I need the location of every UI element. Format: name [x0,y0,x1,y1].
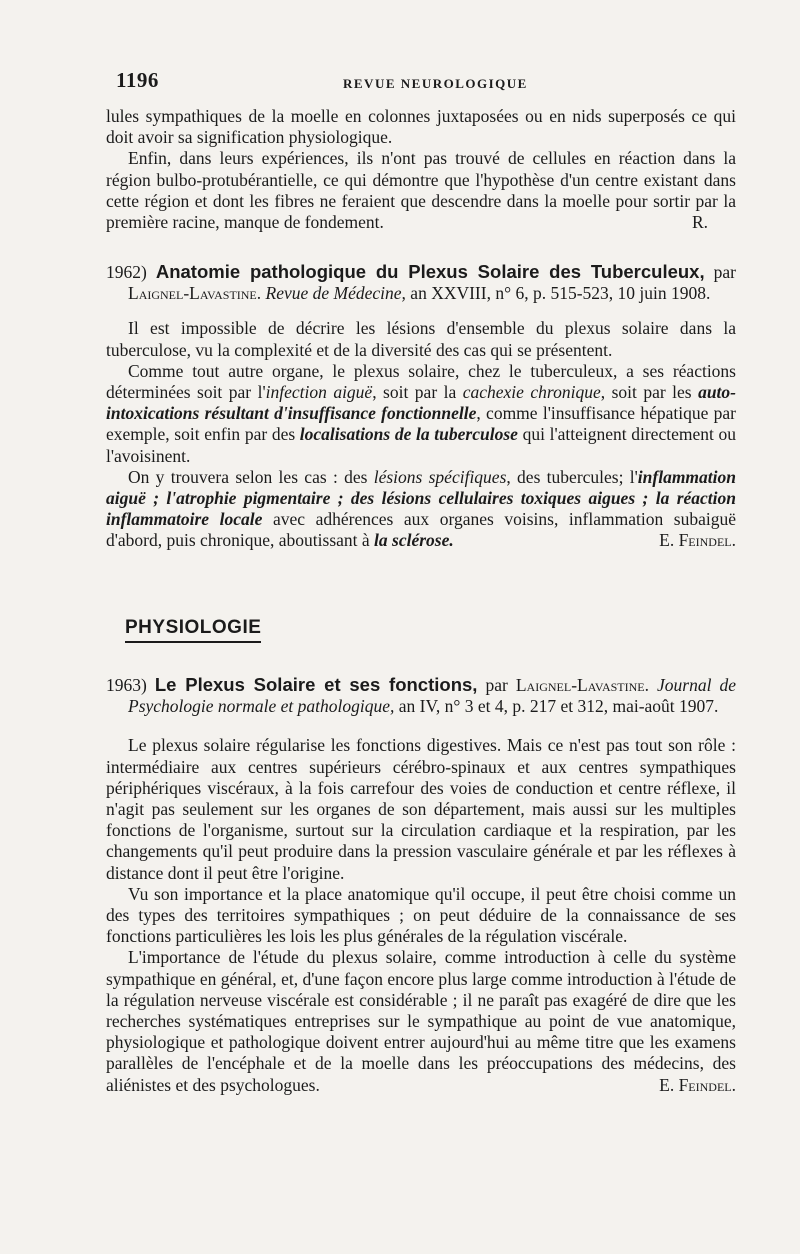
continuation-paragraph-1: lules sympathiques de la moelle en colonnes juxtaposées ou en nids superposés ce qui doit avoir sa signification physiologique. [106,106,736,148]
italic-run: infection aiguë [265,382,373,403]
article-1963-paragraph-3 [106,947,736,1095]
text-run: On y trouvera selon les cas : des [128,466,374,487]
article-number: 1962) [106,262,147,282]
continuation-paragraph-2 [106,148,736,233]
author: Laignel-Lavastine. [128,283,262,304]
text-run: avec adhérences aux organes voisins, inflammation subaiguë d'abord, puis chronique, aboutissant à [106,509,736,551]
article-number: 1963) [106,675,147,695]
article-1963-paragraph-2: Vu son importance et la place anatomique qu'il occupe, il peut être choisi comme un des types des territoires sympathiques ; on peut déduire de la connaissance de ses fonctions particulières les lois les plus générales de la régulation viscérale. [106,883,736,947]
signature: E. Feindel. [659,1074,736,1095]
signature: E. Feindel. [659,530,736,551]
running-header: REVUE NEUROLOGIQUE [343,76,528,91]
text-run: , soit par la [372,382,463,403]
reference: an IV, n° 3 et 4, p. 217 et 312, mai-août 1907. [398,696,719,717]
article-1962-paragraph-3 [106,467,736,552]
text-run: , soit par les [600,382,699,403]
by-label: par [713,262,737,282]
reference: an XXVIII, n° 6, p. 515-523, 10 juin 1908. [410,283,711,304]
article-1962-heading [106,261,736,304]
italic-run: lésions spécifiques [373,466,507,487]
text-run: qui l'atteignent directement ou l'avoisinent. [106,424,736,466]
continuation-paragraph-2-text: Enfin, dans leurs expériences, ils n'ont pas trouvé de cellules en réaction dans la région bulbo-protubérantielle, ce qui démontre que l'hypothèse d'un centre existant dans cette région et dont les fibres ne feraient que descendre dans la moelle pour sortir par la première racine, manque de fondement. [106,148,736,233]
italic-run: localisations de la tuberculose [299,424,518,445]
text-run: Comme tout autre organe, le plexus solaire, chez le tuberculeux, a ses réactions déterminées soit par l' [106,360,736,403]
page-number: 1196 [116,68,159,92]
section-title: PHYSIOLOGIE [125,617,261,643]
by-label: par [485,675,508,695]
continuation-block [106,106,736,233]
italic-run: auto-intoxications résultant d'insuffisance fonctionnelle [106,382,736,424]
article-1962-paragraph-2 [106,361,736,467]
article-1963-heading [106,674,736,717]
signature: R. [691,212,708,233]
journal-name: Journal de Psychologie normale et pathologique, [128,675,737,717]
article-1962-paragraph-1: Il est impossible de décrire les lésions d'ensemble du plexus solaire dans la tuberculose, vu la complexité et de la diversité des cas qui se présentent. [106,318,736,360]
article-title: Le Plexus Solaire et ses fonctions, [154,674,478,695]
article-1963 [106,674,736,1096]
article-title: Anatomie pathologique du Plexus Solaire des Tuberculeux, [155,261,705,282]
italic-run: cachexie chronique [462,382,601,403]
italic-run: inflammation aiguë ; l'atrophie pigmentaire ; des lésions cellulaires toxiques aigues ; la réaction inflammatoire locale [106,466,736,530]
author: Laignel-Lavastine. [515,675,649,695]
article-1963-paragraph-3-text: L'importance de l'étude du plexus solaire, comme introduction à celle du système sympathique en général, et, d'une façon encore plus large comme introduction à l'étude de la régulation nerveuse viscérale est considérable ; il ne paraît pas exagéré de dire que les recherches systématiques entreprises sur le sympathique au point de vue anatomique, physiologique et pathologique doivent entrer aujourd'hui au même titre que les examens parallèles de l'encéphale et de la moelle dans les préoccupations des médecins, des aliénistes et des psychologues. [106,947,736,1095]
article-1962 [106,261,736,552]
italic-run: la sclérose. [374,530,454,551]
text-run: , comme l'insuffisance hépatique par exemple, soit enfin par des [106,403,736,445]
article-1963-paragraph-1: Le plexus solaire régularise les fonctions digestives. Mais ce n'est pas tout son rôle : intermédiaire aux centres supérieurs cérébro-spinaux et aux centres sympathiques périphériques viscéraux, à la fois carrefour des voies de conduction et centre réflexe, il n'agit pas seulement sur les organes de son département, mais aussi sur les multiples fonctions de l'organisme, surtout sur la circulation cardiaque et la respiration, par les changements qu'il peut produire dans la pression vasculaire générale et par les réflexes à distance dont il peut être l'origine. [106,735,736,883]
journal-name: Revue de Médecine, [265,283,406,304]
text-run: , des tubercules; l' [506,466,638,487]
